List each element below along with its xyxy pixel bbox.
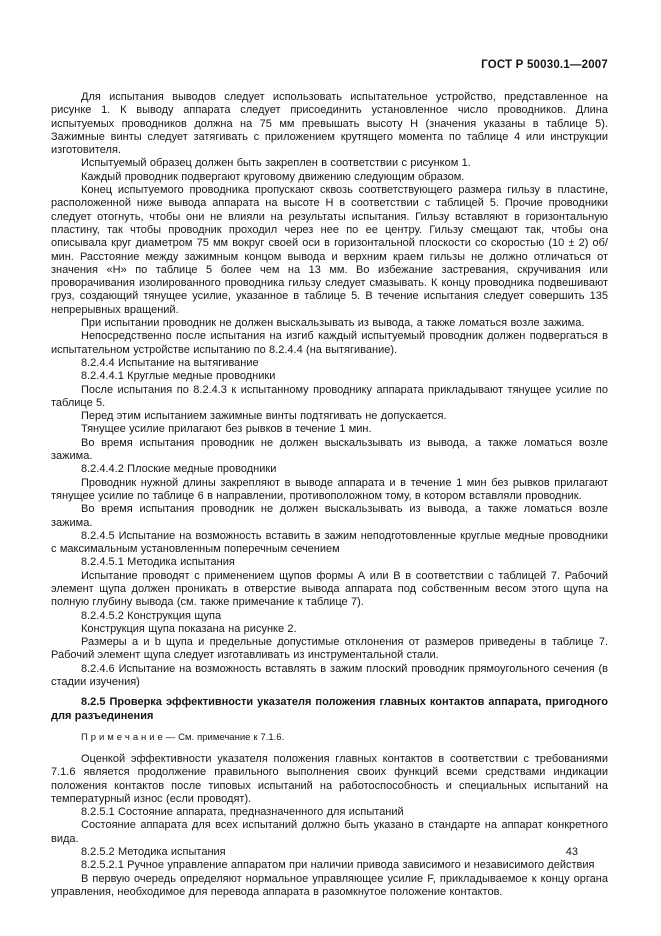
clause-heading-8-2-5: 8.2.5 Проверка эффективности указателя положения главных контактов аппарата, пригодного для разъединения [51,696,608,722]
body-paragraph: Для испытания выводов следует использовать испытательное устройство, представленное на рисунке 1. К выводу аппарата следует присоединить установленное число проводников. Длина испытуемых проводников должна на 75 мм превышать высоту Н (значения указаны в таблице 5). Зажимные винты следует затягивать с приложением крутящего момента по таблице 4 или инструкции изготовителя. [51,91,608,157]
body-paragraph: Перед этим испытанием зажимные винты подтягивать не допускается. [81,410,447,423]
clause-heading-8-2-5-1: 8.2.5.1 Состояние аппарата, предназначенного для испытаний [81,806,404,819]
clause-heading-8-2-4-5-1: 8.2.4.5.1 Методика испытания [81,556,235,569]
clause-heading-8-2-4-4-2: 8.2.4.4.2 Плоские медные проводники [81,463,277,476]
clause-heading-8-2-4-6: 8.2.4.6 Испытание на возможность вставлять в зажим плоский проводник прямоугольного сечения (в стадии изучения) [51,662,608,689]
body-paragraph: При испытании проводник не должен выскальзывать из вывода, а также ломаться возле зажима. [81,317,585,330]
page-number: 43 [565,846,578,858]
clause-heading-8-2-5-2-1: 8.2.5.2.1 Ручное управление аппаратом при наличии привода зависимого и независимого действия [81,859,595,872]
body-paragraph: Конец испытуемого проводника пропускают сквозь соответствующего размера гильзу в пластине, расположенной ниже вывода аппарата на высоте Н в соответствии с таблицей 5. Прочие проводники следует отогнуть, чтобы они не влияли на результаты испытания. Гильзу вставляют в горизонтальную пластину, так чтобы проводник проходил через нее по ее центру. Гильзу смещают так, чтобы она описывала круг диаметром 75 мм вокруг своей оси в горизонтальной плоскости со скоростью (10 ± 2) об/мин. Расстояние между зажимным концом вывода и верхним краем гильзы не должно отличаться от значения «Н» по таблице 5 более чем на 13 мм. Во избежание застревания, скручивания или проворачивания изолированного проводника гильзу следует смазывать. К концу проводника подвешивают груз, создающий тянущее усилие, указанное в таблице 5. В течение испытания следует совершить 135 непрерывных вращений. [51,184,608,316]
body-paragraph: Во время испытания проводник не должен выскальзывать из вывода, а также ломаться возле зажима. [51,436,608,463]
body-paragraph: Оценкой эффективности указателя положения главных контактов в соответствии с требованиями 7.1.6 является продолжение правильного выполнения своих функций всеми средствами индикации положения контактов после типовых испытаний на работоспособность и специальных испытаний на температурный износ (если проводят). [51,752,608,805]
body-paragraph: Непосредственно после испытания на изгиб каждый испытуемый проводник должен подвергаться в испытательном устройстве испытанию по 8.2.4.4 (на вытягивание). [51,330,608,356]
clause-heading-8-2-4-4-1: 8.2.4.4.1 Круглые медные проводники [81,370,276,383]
body-paragraph: Каждый проводник подвергают круговому движению следующим образом. [81,170,465,183]
body-paragraph: В первую очередь определяют нормальное управляющее усилие F, прикладываемое к концу органа управления, необходимое для перевода аппарата в разомкнутое положение контактов. [51,872,608,898]
running-header-standard-ref: ГОСТ Р 50030.1—2007 [481,59,608,71]
body-paragraph: Проводник нужной длины закрепляют в выводе аппарата и в течение 1 мин без рывков прилагают тянущее усилие по таблице 6 в направлении, противоположном тому, в котором вставляли проводник. [51,476,608,502]
clause-heading-8-2-4-5: 8.2.4.5 Испытание на возможность вставить в зажим неподготовленные круглые медные проводники с максимальным установленным поперечным сечением [51,529,608,556]
body-paragraph: Конструкция щупа показана на рисунке 2. [81,622,297,635]
body-paragraph: После испытания по 8.2.4.3 к испытанному проводнику аппарата прикладывают тянущее усилие по таблице 5. [51,383,608,409]
clause-heading-8-2-4-5-2: 8.2.4.5.2 Конструкция щупа [81,609,222,622]
document-content [51,59,608,899]
clause-heading-8-2-5-2: 8.2.5.2 Методика испытания [81,846,226,859]
clause-heading-8-2-4-4: 8.2.4.4 Испытание на вытягивание [81,356,259,369]
body-paragraph: Во время испытания проводник не должен выскальзывать из вывода, а также ломаться возле зажима. [51,503,608,529]
body-paragraph: Испытание проводят с применением щупов формы А или В в соответствии с таблицей 7. Рабочий элемент щупа должен проникать в отверстие вывода аппарата под собственным весом этого щупа на полную глубину вывода (см. также примечание к таблице 7). [51,569,608,609]
note-paragraph: П р и м е ч а н и е — См. примечание к 7.1.6. [81,731,285,743]
body-paragraph: Испытуемый образец должен быть закреплен в соответствии с рисунком 1. [81,157,471,170]
body-paragraph: Размеры a и b щупа и предельные допустимые отклонения от размеров приведены в таблице 7. Рабочий элемент щупа следует изготавливать из инструментальной стали. [51,636,608,662]
body-paragraph: Состояние аппарата для всех испытаний должно быть указано в стандарте на аппарат конкретного вида. [51,819,608,845]
body-paragraph: Тянущее усилие прилагают без рывков в течение 1 мин. [81,423,372,436]
